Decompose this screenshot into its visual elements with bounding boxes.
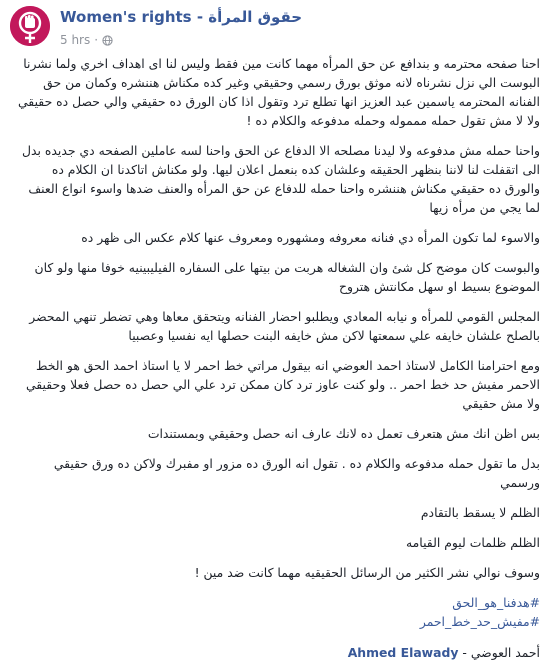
post-paragraph: وسوف نوالي نشر الكثير من الرسائل الحقيقيه مهما كانت ضد مين !: [194, 565, 540, 580]
hashtag-list: [14, 593, 540, 631]
signature-separator: -: [462, 645, 467, 660]
post-paragraph: المجلس القومي للمرأه و نيابه المعادي ويطلبو احضار الفنانه ويتحقق معاها وهي تضطر تنهي المحضر بالصلح علشان خايفه علي سمعتها لاكن مش خايفه البنت حصلها ايه نفسيا وعصبيا: [29, 309, 540, 343]
post-body: [14, 54, 540, 662]
signature-arabic: أحمد العوضي: [470, 645, 540, 660]
page-avatar[interactable]: [10, 6, 50, 46]
meta-separator: ·: [94, 33, 99, 47]
page-name-link[interactable]: Women's rights - حقوق المرأة: [60, 8, 303, 26]
hashtag-link[interactable]: #هدفنا_هو_الحق: [452, 595, 540, 610]
post-paragraph: ومع احترامنا الكامل لاستاذ احمد العوضي انه بيقول مراتي خط احمر لا يا استاذ احمد الحق هو الخط الاحمر مفيش حد خط احمر .. ولو كنت عاوز ترد كان ممكن ترد علي الي حصل ده حصل فعلا وحقيقي ولا مش حقيقي: [25, 358, 540, 411]
post-paragraph: واحنا حمله مش مدفوعه ولا ليدنا مصلحه الا الدفاع عن الحق واحنا لسه عاملين الصفحه دي جديده بدل الى اتقفلت لنا لاننا بنظهر الحقيقه وعلشان كده بنعمل اعلان ليها. ولو مكناش اتاكدنا ان الكلام ده والورق ده حقيقي مكناش هننشره واحنا حمله للدفاع عن حق المرأه والعنف ضدها واسوء انواع العنف لما يجي من مرأه زيها: [22, 143, 540, 215]
hashtag-link[interactable]: #مفيش_حد_خط_احمر: [419, 614, 540, 629]
post-header: [0, 0, 557, 58]
globe-icon[interactable]: [102, 35, 113, 46]
post-paragraph: بدل ما تقول حمله مدفوعه والكلام ده . تقول انه الورق ده مزور او مفبرك ولاكن ده ورق حقيقي ورسمي: [53, 456, 540, 490]
post-paragraph: الظلم ظلمات ليوم القيامه: [406, 535, 540, 550]
post-paragraph: والاسوء لما تكون المرأه دي فنانه معروفه ومشهوره ومعروف عنها كلام عكس الى ظهر ده: [81, 230, 540, 245]
raised-fist-icon: [10, 6, 50, 46]
signature: [14, 643, 540, 662]
post-meta: [60, 33, 113, 47]
post-paragraph: احنا صفحه محترمه و بندافع عن حق المرأه مهما كانت مين فقط وليس لنا اى اهداف اخري ولما نشرنا البوست الي نزل نشرناه لانه موثق بورق رسمي وحقيقي وغير كده مكناش هننشره وكمان من حق الفنانه المحترمه ياسمين عبد العزيز انها تطلع ترد وتقول اذا كان الورق ده حقيقي والي حصل ده حقيقي ولا لا مش تقول حمله ممموله وحمله مدفوعه والكلام ده !: [17, 56, 540, 128]
post-paragraph: والبوست كان موضح كل شئ وان الشغاله هربت من بيتها على السفاره الفيليبينيه خوفا منها ولو كان الموضوع بسيط او سهل مكانتش هتروح: [34, 260, 540, 294]
post-paragraph: الظلم لا يسقط بالتقادم: [420, 505, 540, 520]
post-paragraph: بس اظن انك مش هتعرف تعمل ده لانك عارف انه حصل وحقيقي وبمستندات: [147, 426, 540, 441]
signature-name-link[interactable]: Ahmed Elawady: [347, 645, 459, 660]
post-timestamp[interactable]: 5 hrs: [60, 33, 91, 47]
